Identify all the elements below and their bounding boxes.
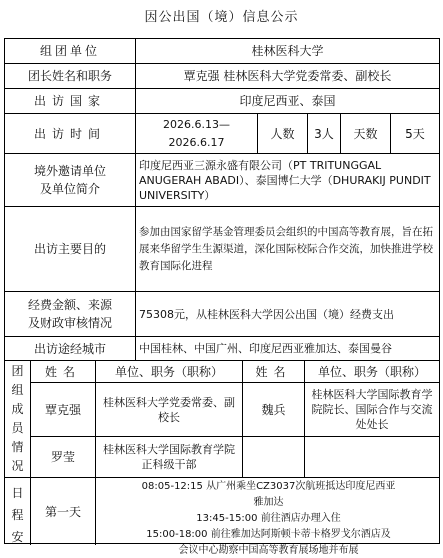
member-position: 桂林医科大学党委常委、副校长 <box>96 383 243 437</box>
country-value: 印度尼西亚、泰国 <box>136 89 439 114</box>
member-name: 罗莹 <box>31 437 96 478</box>
group-value: 桂林医科大学 <box>136 39 439 64</box>
group-label: 组团单位 <box>5 39 136 64</box>
member-position: 桂林医科大学国际教育学院正科级干部 <box>96 437 243 478</box>
count-value: 3人 <box>308 114 341 154</box>
time-start: 2026.6.13— <box>163 117 230 131</box>
schedule-detail <box>96 478 439 556</box>
schedule-line: 13:45-15:00 前往酒店办理入住 <box>196 513 341 524</box>
count-label: 人数 <box>258 114 308 154</box>
member-empty-position <box>305 437 439 478</box>
members-name-header-2: 姓名 <box>243 361 305 383</box>
info-table <box>4 38 440 556</box>
days-value: 5天 <box>391 114 439 154</box>
time-end: 2026.6.17 <box>168 135 225 149</box>
route-label: 出访途经城市 <box>5 337 136 361</box>
inviter-label: 境外邀请单位 及单位简介 <box>5 154 136 207</box>
route-value: 中国桂林、中国广州、印度尼西亚雅加达、泰国曼谷 <box>136 337 439 361</box>
purpose-label: 出访主要目的 <box>5 207 136 292</box>
schedule-day: 第一天 <box>31 478 96 545</box>
time-label: 出访时间 <box>5 114 136 154</box>
schedule-line: 会议中心勘察中国高等教育展场地并布展 <box>178 545 359 556</box>
members-section-label: 团 组 成 员 情 况 <box>5 361 31 478</box>
members-position-header-2: 单位、职务（职称） <box>305 361 439 383</box>
schedule-line: 15:00-18:00 前往雅加达阿斯顿卡蒂卡格罗戈尔酒店及 <box>146 529 391 540</box>
members-name-header: 姓名 <box>31 361 96 383</box>
members-position-header: 单位、职务（职称） <box>96 361 243 383</box>
days-label: 天数 <box>341 114 391 154</box>
schedule-line: 雅加达 <box>253 497 284 508</box>
member-name: 覃克强 <box>31 383 96 437</box>
schedule-line: 08:05-12:15 从广州乘坐CZ3037次航班抵达印度尼西亚 <box>141 481 396 492</box>
member-empty-name <box>243 437 305 478</box>
budget-label: 经费金额、来源 及财政审核情况 <box>5 292 136 337</box>
budget-value: 75308元，从桂林医科大学因公出国（境）经费支出 <box>136 292 439 337</box>
country-label: 出访国家 <box>5 89 136 114</box>
inviter-value: 印度尼西亚三源永盛有限公司（PT TRITUNGGAL ANUGERAH ABADI）、泰国博仁大学（DHURAKIJ PUNDIT UNIVERSITY） <box>136 154 439 207</box>
time-value <box>136 114 258 154</box>
leader-label: 团长姓名和职务 <box>5 64 136 89</box>
page-title: 因公出国（境）信息公示 <box>144 10 299 25</box>
schedule-section-label: 日 程 安 <box>5 478 31 545</box>
leader-value: 覃克强 桂林医科大学党委常委、副校长 <box>136 64 439 89</box>
member-position: 桂林医科大学国际教育学院院长、国际合作与交流处处长 <box>305 383 439 437</box>
member-name: 魏兵 <box>243 383 305 437</box>
purpose-value: 参加由国家留学基金管理委员会组织的中国高等教育展，旨在拓展来华留学生生源渠道，深化国际校际合作交流，加快推进学校教育国际化进程 <box>136 207 439 292</box>
